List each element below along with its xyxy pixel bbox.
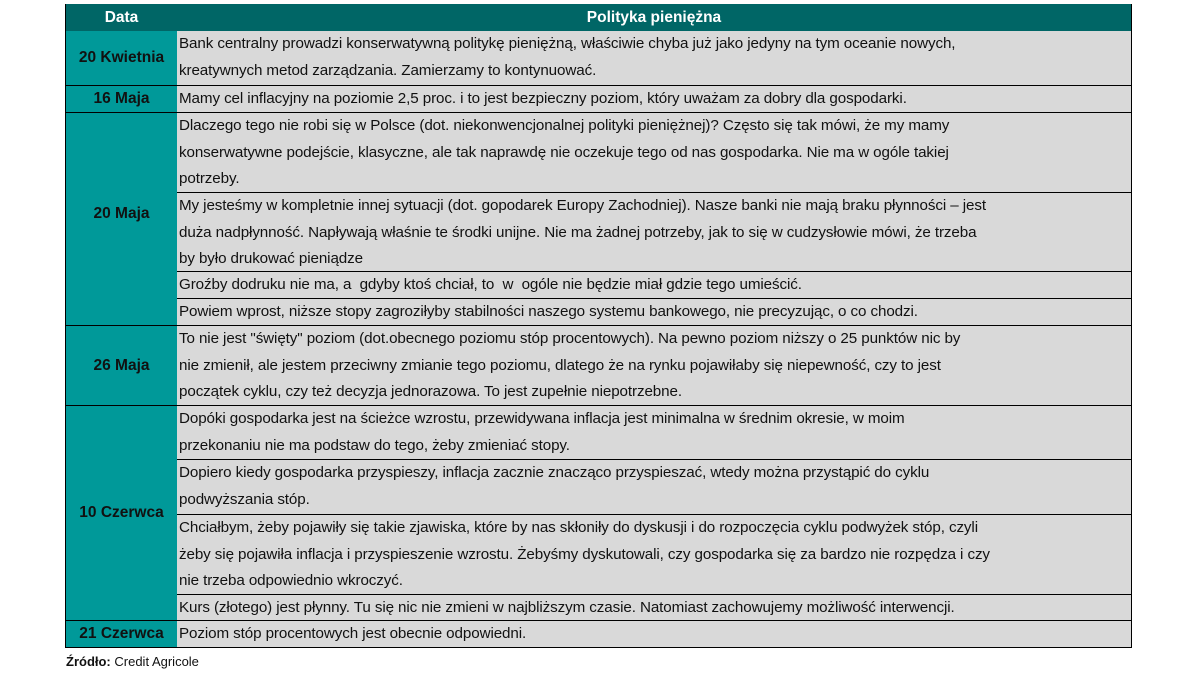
statement-cell: Dopóki gospodarka jest na ścieżce wzrostu, przewidywana inflacja jest minimalna w średnim okresie, w moim przekonaniu nie ma podstaw do tego, żeby zmieniać stopy. xyxy=(177,406,1131,460)
date-cell: 10 Czerwca xyxy=(66,406,177,621)
date-cell: 21 Czerwca xyxy=(66,621,177,648)
statement-cell: Groźby dodruku nie ma, a gdyby ktoś chciał, to w ogóle nie będzie miał gdzie tego umieścić. xyxy=(177,272,1131,299)
statement-cell: Mamy cel inflacyjny na poziomie 2,5 proc. i to jest bezpieczny poziom, który uważam za dobry dla gospodarki. xyxy=(177,86,1131,113)
statement-cell: Dlaczego tego nie robi się w Polsce (dot. niekonwencjonalnej polityki pieniężnej)? Często się tak mówi, że my mamy konserwatywne podejście, klasyczne, ale tak naprawdę nie oczekuje tego od nas gospodarka. Nie ma w ogóle takiej potrzeby. xyxy=(177,113,1131,193)
source-value: Credit Agricole xyxy=(110,654,199,669)
source-label: Źródło: xyxy=(66,654,111,669)
policy-table xyxy=(65,4,1132,648)
statement-cell: Poziom stóp procentowych jest obecnie odpowiedni. xyxy=(177,621,1131,648)
date-cell: 26 Maja xyxy=(66,326,177,406)
statement-cell: Kurs (złotego) jest płynny. Tu się nic nie zmieni w najbliższym czasie. Natomiast zachowujemy możliwość interwencji. xyxy=(177,595,1131,621)
statement-cell: My jesteśmy w kompletnie innej sytuacji (dot. gopodarek Europy Zachodniej). Nasze banki nie mają braku płynności – jest duża nadpłynność. Napływają właśnie te środki unijne. Nie ma żadnej potrzeby, jak to się w cudzysłowie mówi, że trzeba by było drukować pieniądze xyxy=(177,193,1131,272)
statement-cell: Dopiero kiedy gospodarka przyspieszy, inflacja zacznie znacząco przyspieszać, wtedy można przystąpić do cyklu podwyższania stóp. xyxy=(177,460,1131,515)
header-policy: Polityka pieniężna xyxy=(586,9,722,26)
statement-cell: To nie jest "święty" poziom (dot.obecnego poziomu stóp procentowych). Na pewno poziom niższy o 25 punktów nic by nie zmienił, ale jestem przeciwny zmianie tego poziomu, dlatego że na rynku pojawiłaby się niepewność, czy to jest początek cyklu, czy też decyzja jednorazowa. To jest zupełnie niepotrzebne. xyxy=(177,326,1131,406)
statement-cell: Chciałbym, żeby pojawiły się takie zjawiska, które by nas skłoniły do dyskusji i do rozpoczęcia cyklu podwyżek stóp, czyli żeby się pojawiła inflacja i przyspieszenie wzrostu. Żebyśmy dyskutowali, czy gospodarka się za bardzo nie rozpędza i czy nie trzeba odpowiednio wkroczyć. xyxy=(177,515,1131,595)
table-header xyxy=(66,4,1131,31)
source-note xyxy=(66,654,199,669)
header-date: Data xyxy=(104,9,139,26)
date-cell: 20 Maja xyxy=(66,113,177,326)
date-cell: 20 Kwietnia xyxy=(66,31,177,86)
statement-cell: Bank centralny prowadzi konserwatywną politykę pieniężną, właściwie chyba już jako jedyny na tym oceanie nowych, kreatywnych metod zarządzania. Zamierzamy to kontynuować. xyxy=(177,31,1131,86)
statement-cell: Powiem wprost, niższe stopy zagroziłyby stabilności naszego systemu bankowego, nie precyzując, o co chodzi. xyxy=(177,299,1131,326)
date-cell: 16 Maja xyxy=(66,86,177,113)
